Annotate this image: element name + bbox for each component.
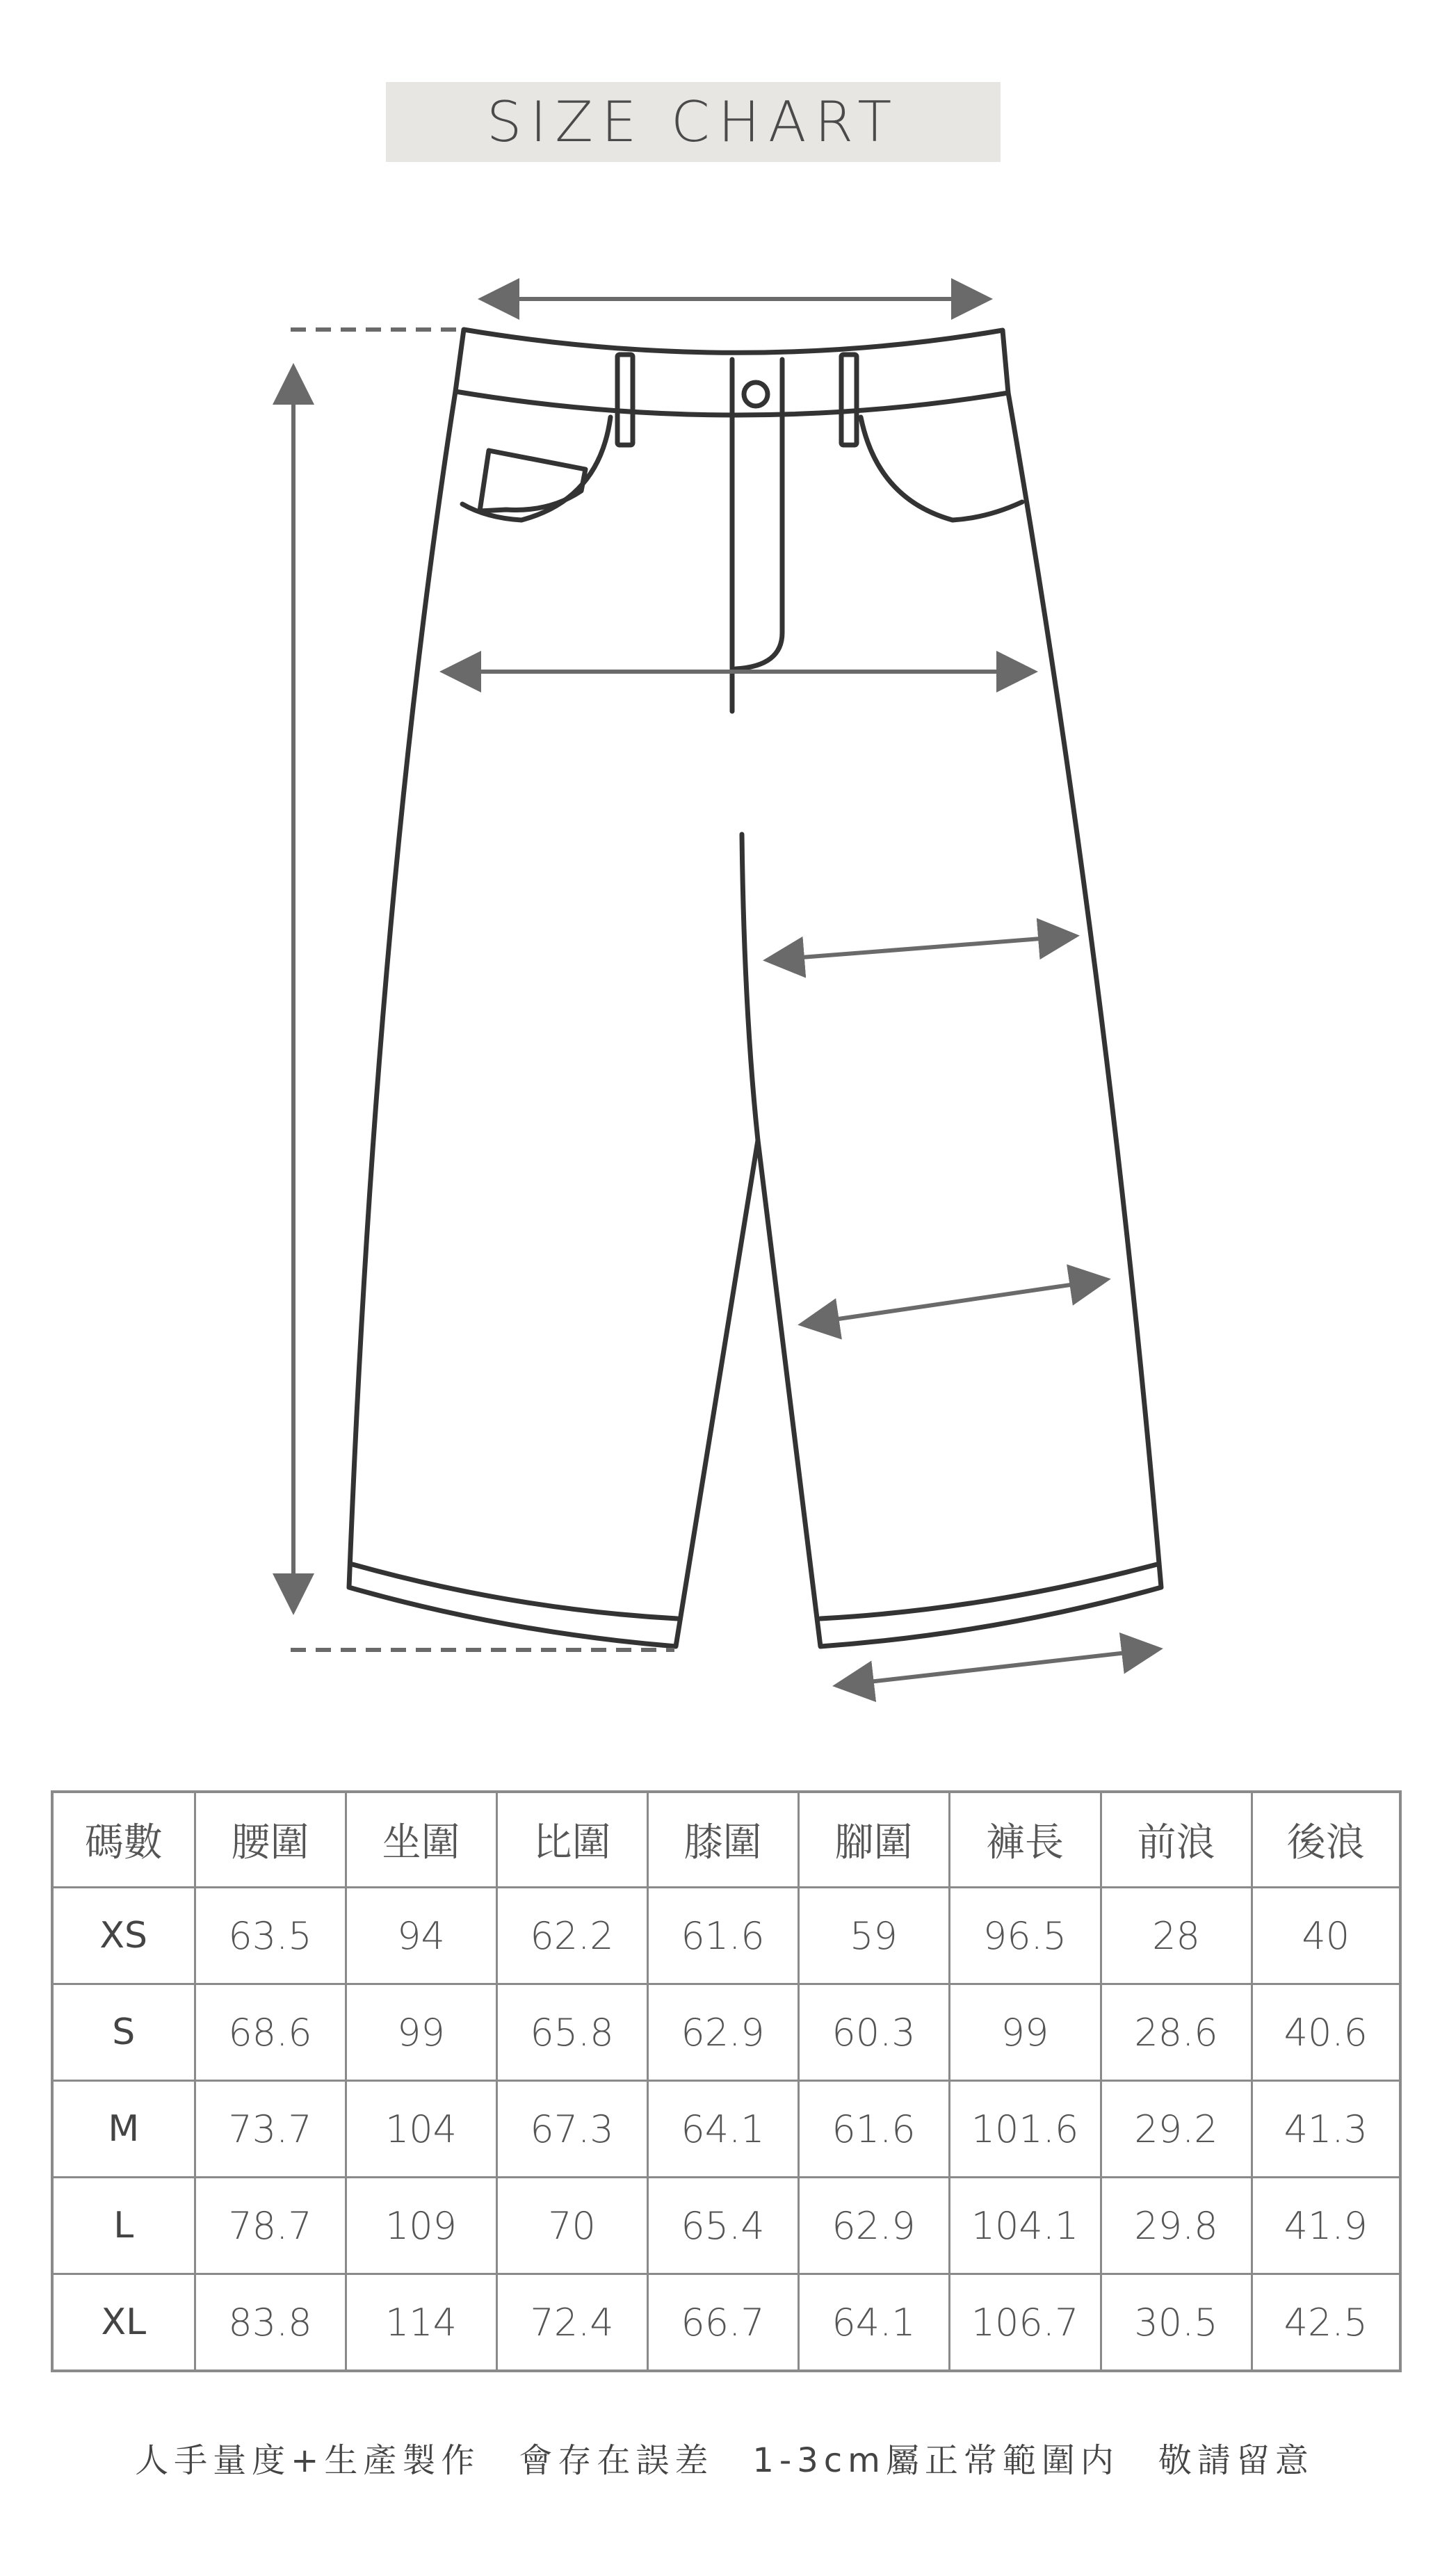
table-cell: 64.1 (798, 2274, 949, 2372)
table-cell: 42.5 (1252, 2274, 1400, 2372)
table-cell: 28.6 (1101, 1984, 1252, 2081)
table-cell: 94 (346, 1888, 496, 1984)
table-cell: 41.3 (1252, 2081, 1400, 2178)
table-cell: 99 (949, 1984, 1101, 2081)
table-cell: 29.2 (1101, 2081, 1252, 2178)
table-row (52, 2178, 1400, 2274)
table-row (52, 1888, 1400, 1984)
knee-arrow (810, 1281, 1099, 1323)
header-size: 碼數 (52, 1792, 195, 1888)
table-cell: 106.7 (949, 2274, 1101, 2372)
size-cell: XS (52, 1888, 195, 1984)
table-cell: 64.1 (647, 2081, 798, 2178)
thigh-arrow (775, 937, 1067, 959)
size-cell: S (52, 1984, 195, 2081)
table-cell: 59 (798, 1888, 949, 1984)
page-title: SIZE CHART (486, 90, 900, 154)
measurement-lines (291, 299, 1151, 1685)
table-cell: 63.5 (195, 1888, 346, 1984)
table-row (52, 2274, 1400, 2372)
table-cell: 61.6 (798, 2081, 949, 2178)
table-row (52, 1984, 1400, 2081)
table-cell: 40 (1252, 1888, 1400, 1984)
left-hem-cuff (353, 1564, 677, 1619)
table-header-row (52, 1792, 1400, 1888)
pants-outline (349, 330, 1161, 1646)
header-knee: 膝圍 (647, 1792, 798, 1888)
table-cell: 99 (346, 1984, 496, 2081)
header-hem: 腳圍 (798, 1792, 949, 1888)
measurement-note: 人手量度+生產製作 會存在誤差 1-3cm屬正常範圍内 敬請留意 (135, 2441, 1314, 2480)
header-thigh: 比圍 (496, 1792, 647, 1888)
coin-pocket (480, 451, 585, 511)
table-cell: 104 (346, 2081, 496, 2178)
button (744, 382, 768, 406)
size-cell: L (52, 2178, 195, 2274)
belt-loop-right (841, 355, 857, 445)
table-cell: 104.1 (949, 2178, 1101, 2274)
table-cell: 72.4 (496, 2274, 647, 2372)
table-cell: 70 (496, 2178, 647, 2274)
pants-body (349, 391, 1161, 1646)
table-cell: 65.8 (496, 1984, 647, 2081)
header-front-rise: 前浪 (1101, 1792, 1252, 1888)
belt-loop-left (617, 355, 633, 445)
table-cell: 62.2 (496, 1888, 647, 1984)
size-cell: XL (52, 2274, 195, 2372)
table-cell: 73.7 (195, 2081, 346, 2178)
table-row (52, 2081, 1400, 2178)
table-cell: 60.3 (798, 1984, 949, 2081)
table-cell: 114 (346, 2274, 496, 2372)
table-cell: 68.6 (195, 1984, 346, 2081)
table-cell: 67.3 (496, 2081, 647, 2178)
header-hip: 坐圍 (346, 1792, 496, 1888)
header-waist: 腰圍 (195, 1792, 346, 1888)
table-cell: 83.8 (195, 2274, 346, 2372)
table-cell: 78.7 (195, 2178, 346, 2274)
table-cell: 41.9 (1252, 2178, 1400, 2274)
table-cell: 62.9 (798, 2178, 949, 2274)
table-cell: 109 (346, 2178, 496, 2274)
header-length: 褲長 (949, 1792, 1101, 1888)
table-cell: 65.4 (647, 2178, 798, 2274)
table-cell: 62.9 (647, 1984, 798, 2081)
table-cell: 61.6 (647, 1888, 798, 1984)
table-cell: 28 (1101, 1888, 1252, 1984)
header-back-rise: 後浪 (1252, 1792, 1400, 1888)
size-table (51, 1790, 1402, 2372)
table-cell: 96.5 (949, 1888, 1101, 1984)
size-cell: M (52, 2081, 195, 2178)
right-hem-cuff (820, 1564, 1157, 1619)
right-pocket (861, 417, 1022, 520)
inseam-line (742, 834, 758, 1140)
table-cell: 40.6 (1252, 1984, 1400, 2081)
table-cell: 29.8 (1101, 2178, 1252, 2274)
table-cell: 101.6 (949, 2081, 1101, 2178)
table-cell: 30.5 (1101, 2274, 1252, 2372)
hem-arrow (845, 1650, 1151, 1685)
table-cell: 66.7 (647, 2274, 798, 2372)
